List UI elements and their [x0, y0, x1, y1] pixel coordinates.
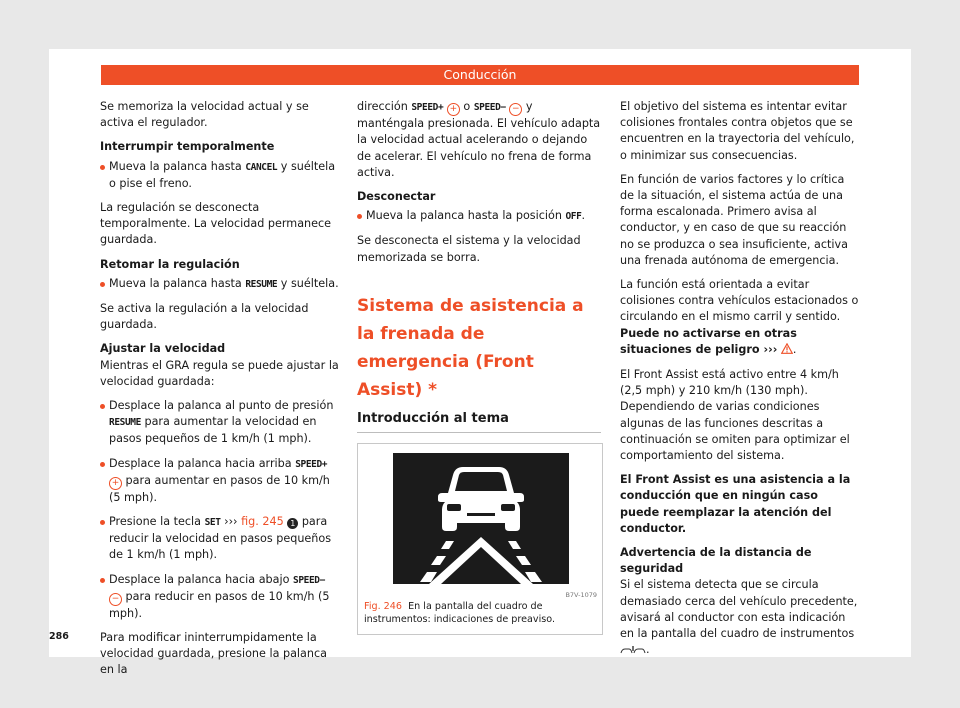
text: Mueva la palanca hasta: [109, 276, 246, 290]
text: Mueva la palanca hasta la posición: [366, 209, 566, 223]
bold-text: Puede no activarse en otras situaciones de peligro ›››: [620, 326, 797, 356]
subheading-resume: Retomar la regulación: [100, 257, 240, 271]
figure-label: Fig. 246: [364, 600, 402, 612]
plus-icon: +: [447, 103, 460, 116]
warning-triangle-icon[interactable]: [781, 343, 793, 359]
keyword-resume: RESUME: [109, 417, 141, 429]
text: y suéltela.: [277, 276, 339, 290]
car-distance-icon: [620, 644, 646, 660]
text: .: [581, 209, 586, 223]
column-3: [620, 99, 860, 669]
paragraph: El objetivo del sistema es intentar evitar colisiones frontales contra objetos que se encuentren en la trayectoria del vehículo, o minimizar sus consecuencias.: [620, 100, 855, 162]
text: .: [792, 342, 797, 356]
caption-text: En la pantalla del cuadro de instrumentos: indicaciones de preaviso.: [364, 600, 556, 625]
paragraph: Mientras el GRA regula se puede ajustar la velocidad guardada:: [100, 358, 339, 388]
paragraph: [620, 577, 860, 660]
car-front-icon: [393, 453, 569, 584]
subheading-interrupt: Interrumpir temporalmente: [100, 140, 275, 154]
page-number: 286: [49, 631, 69, 642]
text: Mueva la palanca hasta: [109, 159, 246, 173]
paragraph: El Front Assist está activo entre 4 km/h (2,5 mph) y 210 km/h (130 mph). Dependiendo de varias condiciones algunas de las funciones descritas a continuación se omiten para optimizar el comportamiento del sistema.: [620, 368, 850, 463]
bullet-item: [100, 514, 340, 564]
subheading-distance: Advertencia de la distancia de seguridad: [620, 546, 812, 576]
keyword-off: OFF: [565, 211, 582, 223]
text: y suéltela o pise el freno.: [109, 159, 336, 190]
section-header: Conducción: [101, 65, 859, 85]
callout-number: 1: [287, 518, 298, 529]
text: Presione la tecla: [109, 515, 205, 529]
text: Si el sistema detecta que se circula demasiado cerca del vehículo precedente, avisará al conductor con esta indicación en la pantalla del cuadro de instrumentos: [620, 578, 858, 641]
bullet-item: [100, 276, 340, 293]
manual-page: [49, 49, 911, 677]
keyword-cancel: CANCEL: [245, 161, 278, 173]
keyword-speed-plus: SPEED+: [411, 102, 444, 113]
subheading-disconnect: Desconectar: [357, 190, 436, 204]
figure-reference-link[interactable]: fig. 245: [241, 515, 284, 529]
bullet-item: [100, 159, 340, 192]
text: La función está orientada a evitar colisiones contra vehículos estacionados o circulando en el mismo carril y sentido.: [620, 278, 859, 324]
paragraph: Se activa la regulación a la velocidad guardada.: [100, 302, 309, 332]
column-1: [100, 99, 340, 687]
section-title: Sistema de asistencia a la frenada de emergencia (Front Assist) *: [357, 295, 584, 400]
bullet-item: [100, 456, 340, 506]
bullet-item: [100, 398, 340, 448]
minus-icon: −: [109, 593, 122, 606]
paragraph: Se memoriza la velocidad actual y se activa el regulador.: [100, 100, 309, 130]
text: para reducir en pasos de 10 km/h (5 mph).: [109, 589, 330, 620]
text: Desplace la palanca hacia abajo: [109, 572, 294, 586]
keyword-resume: RESUME: [245, 278, 278, 290]
text: para aumentar en pasos de 10 km/h (5 mph).: [109, 473, 330, 504]
paragraph: Se desconecta el sistema y la velocidad memorizada se borra.: [357, 234, 581, 264]
instrument-display: [393, 453, 569, 584]
text: .: [646, 643, 650, 657]
subheading-adjust: Ajustar la velocidad: [100, 342, 226, 356]
intro-heading: Introducción al tema: [357, 410, 601, 433]
paragraph: [357, 99, 601, 181]
bullet-item: [100, 572, 340, 622]
keyword-speed-minus: SPEED−: [473, 102, 506, 113]
paragraph: La regulación se desconecta temporalmente. La velocidad permanece guardada.: [100, 201, 332, 247]
keyword-speed-minus: SPEED−: [293, 574, 325, 586]
figure-caption: [364, 600, 598, 626]
column-2: [357, 99, 601, 635]
paragraph: En función de varios factores y lo crítica de la situación, el sistema actúa de una forma escalonada. Primero avisa al conductor, y en caso de que su reacción no se produzca o sea insuficiente, activa una frenada autónoma de emergencia.: [620, 172, 848, 267]
text: o: [459, 100, 474, 113]
text: para reducir la velocidad en pasos pequeños de 1 km/h (1 mph).: [109, 515, 332, 562]
text: Desplace la palanca hacia arriba: [109, 456, 296, 470]
text: y manténgala presionada. El vehículo adapta la velocidad actual acelerando o dejando de acelerar. El vehículo no frena de forma activa.: [357, 100, 601, 179]
plus-icon: +: [109, 477, 122, 490]
keyword-set: SET: [204, 517, 221, 529]
text: Desplace la palanca al punto de presión: [109, 399, 334, 413]
minus-icon: −: [509, 103, 522, 116]
figure-code: B7V-1079: [565, 590, 597, 599]
figure-246: [357, 443, 603, 635]
paragraph: [620, 277, 860, 359]
paragraph: Para modificar ininterrumpidamente la velocidad guardada, presione la palanca en la: [100, 631, 327, 677]
arrows: ›››: [224, 515, 238, 529]
paragraph-bold: El Front Assist es una asistencia a la conducción que en ningún caso puede reemplazar la atención del conductor.: [620, 473, 851, 535]
bullet-item: [357, 208, 601, 225]
text: para aumentar la velocidad en pasos pequeños de 1 km/h (1 mph).: [109, 415, 317, 446]
keyword-speed-plus: SPEED+: [295, 458, 328, 470]
text: dirección: [357, 100, 412, 113]
